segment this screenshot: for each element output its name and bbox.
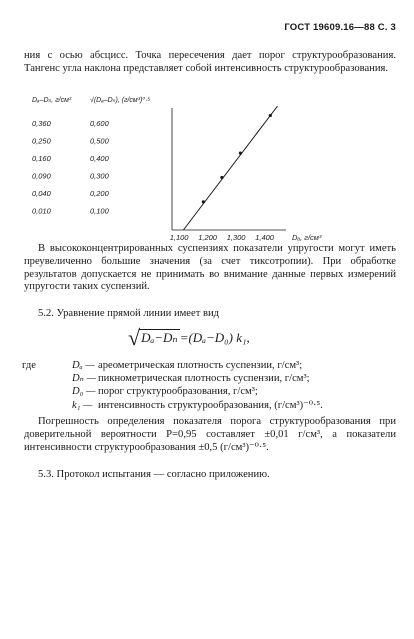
- y-axis-label-left: Dₐ–Dₙ, г/см³: [32, 97, 72, 104]
- definition-lead: где: [22, 360, 36, 371]
- y-tick-label-right: 0,600: [90, 119, 109, 128]
- definition-lead-empty: [22, 372, 72, 385]
- data-point: [269, 114, 272, 117]
- x-tick-label: 1,400: [255, 233, 274, 242]
- definition-row: [22, 359, 402, 372]
- paragraph-thixotropy: [24, 243, 396, 294]
- y-tick-label-left: 0,160: [32, 154, 51, 163]
- trend-line: [183, 106, 277, 230]
- x-axis-label: Dₐ, г/см³: [292, 233, 322, 242]
- definition-symbol: k₁ —: [72, 399, 93, 411]
- definition-text: порог структурообразования, г/см³;: [98, 386, 258, 398]
- y-tick-label-left: 0,250: [32, 136, 51, 146]
- y-tick-label-right: 0,300: [90, 171, 109, 181]
- definition-symbol: Dₙ —: [72, 373, 97, 385]
- page-header: ГОСТ 19609.16—88 С. 3: [284, 22, 396, 33]
- section-5-2: 5.2. Уравнение прямой линии имеет вид: [38, 308, 220, 319]
- definition-row: [22, 385, 402, 398]
- section-5-3: 5.3. Протокол испытания — согласно приложению.: [38, 469, 270, 480]
- definition-lead-empty: [22, 385, 72, 398]
- y-tick-label-left: 0,040: [32, 189, 51, 198]
- y-tick-label-right: 0,100: [90, 206, 109, 216]
- y-tick-label-right: 0,500: [90, 136, 109, 146]
- formula-radicand: Dₐ−Dₙ: [141, 330, 178, 345]
- data-point: [239, 151, 242, 154]
- sqrt-sign: √: [128, 325, 141, 350]
- y-tick-label-right: 0,400: [90, 154, 109, 163]
- definition-row: [22, 372, 402, 385]
- definition-row: [22, 399, 402, 412]
- paragraph-intro: ния с осью абсцисс. Точка пересечения дает порог структурообразования. Тангенс угла наклона представляет собой интенсивность структурообразования.: [24, 50, 396, 74]
- x-tick-label: 1,100: [169, 233, 189, 242]
- x-tick-label: 1,200: [198, 233, 217, 242]
- definition-text: интенсивность структурообразования, (г/см³)⁻⁰·⁵.: [98, 399, 323, 411]
- definition-text: пикнометрическая плотность суспензии, г/см³;: [98, 373, 310, 385]
- definition-symbol: Dₐ —: [72, 360, 95, 371]
- definition-symbol: D₀ —: [72, 386, 96, 398]
- definitions: [22, 359, 402, 412]
- formula-rhs: =(Dₐ−D₀) k₁,: [179, 330, 250, 345]
- paragraph-thixotropy-text: В высококонцентрированных суспензиях показатели упругости могут иметь преувеличенно большие значения (за счет тиксотропии). При обработке результатов допускается не принимать во внимание данные первых измерений упругости таких суспензий.: [24, 243, 396, 293]
- x-tick-label: 1,300: [226, 233, 246, 242]
- chart-svg: [28, 97, 348, 242]
- y-tick-label-left: 0,090: [32, 171, 51, 181]
- y-tick-label-left: 0,010: [32, 206, 51, 216]
- data-point: [220, 176, 223, 179]
- definition-lead-empty: [22, 399, 72, 412]
- data-point: [202, 200, 205, 203]
- definition-text: ареометрическая плотность суспензии, г/см³;: [98, 360, 303, 371]
- chart: [28, 97, 348, 242]
- y-tick-label-right: 0,200: [90, 189, 109, 198]
- formula: [128, 322, 250, 348]
- y-axis-label-right: √(Dₐ–Dₙ), (г/см³)⁰·⁵: [90, 97, 151, 104]
- paragraph-accuracy: [24, 416, 396, 454]
- paragraph-accuracy-text: Погрешность определения показателя порога структурообразования при доверительной вероятности P=0,95 составляет ±0,01 г/см³, а показатели интенсивности структурообразования ±0,5 (г/см³)⁻⁰·⁵.: [24, 416, 396, 453]
- y-tick-label-left: 0,360: [32, 119, 51, 128]
